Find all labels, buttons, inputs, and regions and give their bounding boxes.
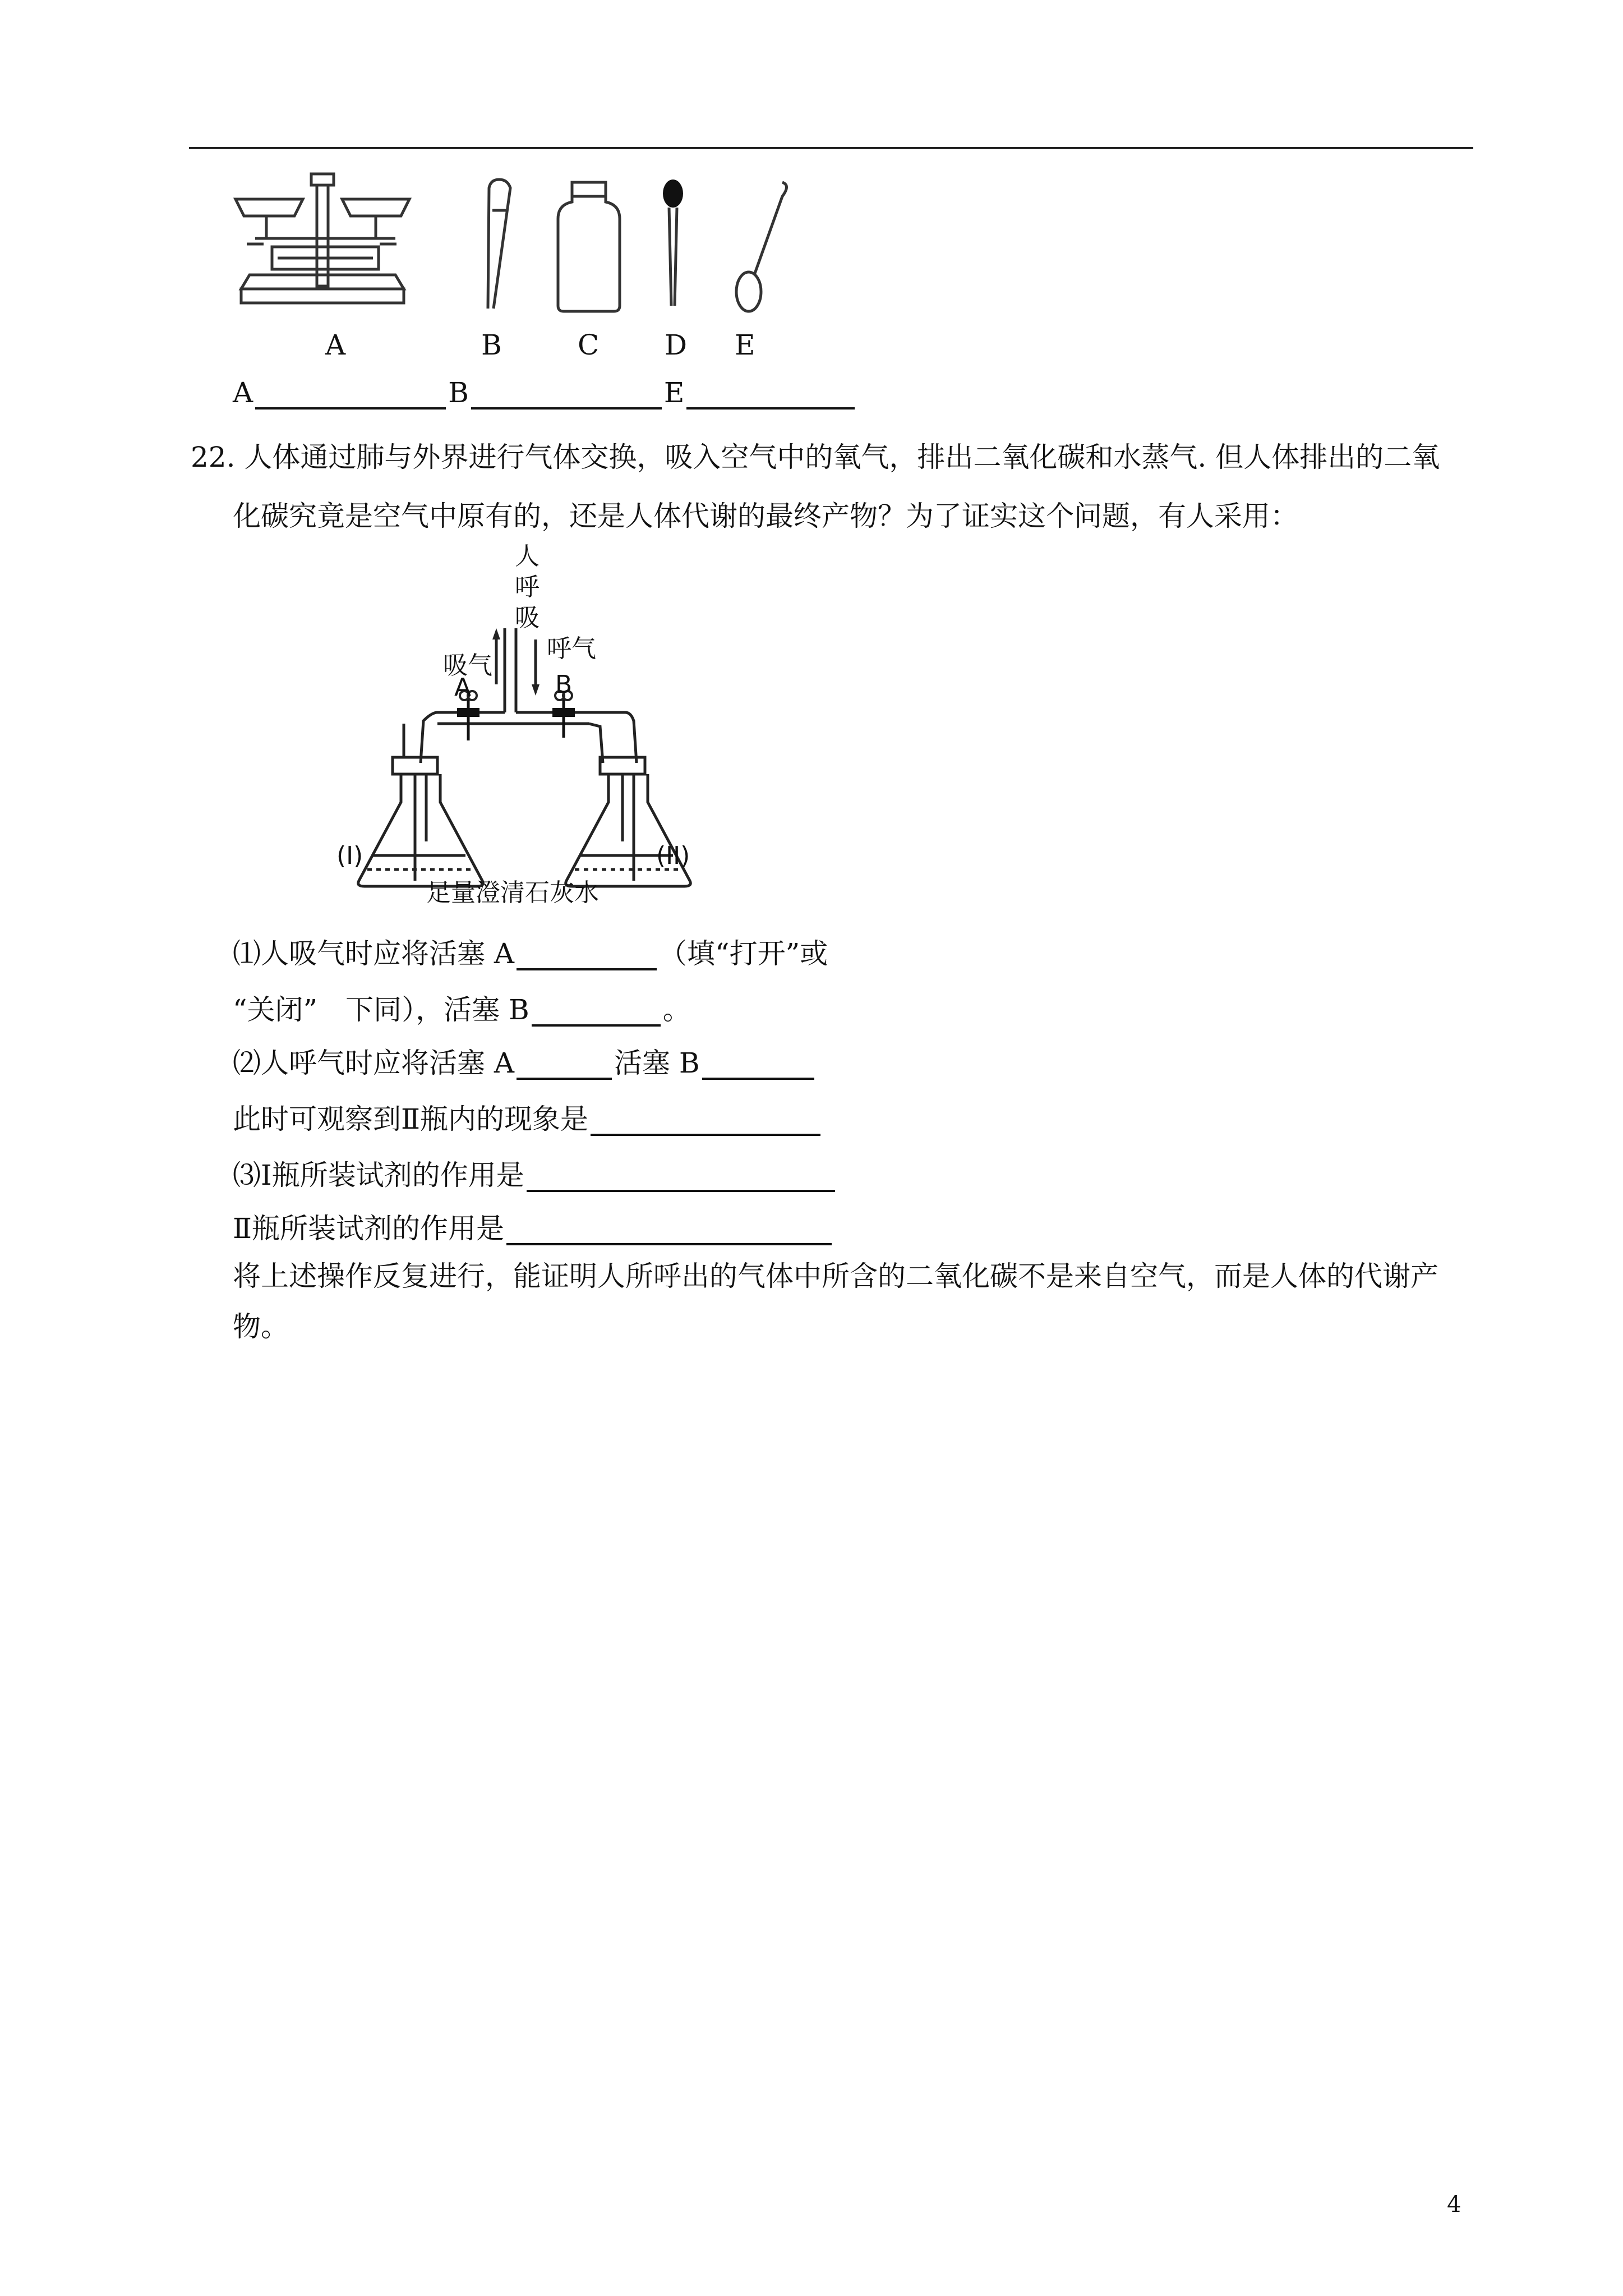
diagram-caption: 足量澄清石灰水 [426, 878, 599, 907]
blank-3-bottle-1[interactable] [527, 1163, 835, 1192]
equipment-label-a: A [325, 329, 346, 361]
question-22-line2: 化碳究竟是空气中原有的，还是人体代谢的最终产物？为了证实这个问题，有人采用： [233, 500, 1298, 532]
q22-part2-line2: 此时可观察到Ⅱ瓶内的现象是 [233, 1102, 823, 1136]
blank-2-valve-a[interactable] [517, 1051, 612, 1080]
equipment-label-d: D [665, 329, 688, 361]
balance-scale-icon [233, 163, 412, 314]
question-22-line1: 22. 人体通过肺与外界进行气体交换，吸入空气中的氧气，排出二氧化碳和水蒸气. 但人体排出的二氧 [191, 441, 1440, 473]
equipment-answer-line: A B E [233, 376, 857, 409]
equipment-label-b: B [481, 329, 502, 361]
blank-1-valve-a[interactable] [517, 941, 657, 970]
answer-blank-a[interactable] [255, 380, 446, 409]
wide-mouth-bottle-icon [555, 180, 623, 314]
answer-blank-e[interactable] [686, 380, 855, 409]
diagram-person-3: 吸 [515, 604, 540, 632]
blank-2-valve-b[interactable] [702, 1051, 814, 1080]
diagram-flask-1: (I) [336, 841, 363, 870]
diagram-inhale-label: 吸气 [443, 651, 492, 680]
diagram-valve-a: A [454, 673, 472, 702]
q22-closing-line2: 物。 [233, 1310, 289, 1343]
q22-part2-line1: ⑵人呼气时应将活塞 A 活塞 B [233, 1046, 817, 1080]
diagram-exhale-label: 呼气 [547, 634, 596, 663]
diagram-valve-b: B [555, 670, 573, 699]
answer-blank-b[interactable] [471, 380, 662, 409]
diagram-flask-2: (II) [656, 841, 690, 870]
diagram-person-2: 呼 [515, 573, 540, 601]
blank-2-phenomenon[interactable] [591, 1107, 820, 1136]
equipment-label-c: C [578, 329, 600, 361]
equipment-label-e: E [735, 329, 755, 361]
header-rule [189, 147, 1473, 149]
q22-part3-line1: ⑶Ⅰ瓶所装试剂的作用是 [233, 1158, 837, 1192]
blank-3-bottle-2[interactable] [506, 1216, 832, 1245]
q22-part1-line2: “关闭” 下同），活塞 B 。 [233, 993, 691, 1026]
dropper-icon [659, 177, 687, 311]
diagram-person-1: 人 [515, 542, 540, 570]
question-number: 22. [191, 441, 236, 473]
tweezers-icon [477, 177, 522, 311]
page-number: 4 [1447, 2192, 1461, 2217]
spoon-icon [729, 180, 796, 314]
q22-part1-line1: ⑴人吸气时应将活塞 A （填“打开”或 [233, 937, 828, 970]
q22-closing-line1: 将上述操作反复进行，能证明人所呼出的气体中所含的二氧化碳不是来自空气，而是人体的代谢产 [233, 1260, 1438, 1292]
blank-1-valve-b[interactable] [532, 997, 661, 1027]
q22-part3-line2: Ⅱ瓶所装试剂的作用是 [233, 1212, 834, 1245]
